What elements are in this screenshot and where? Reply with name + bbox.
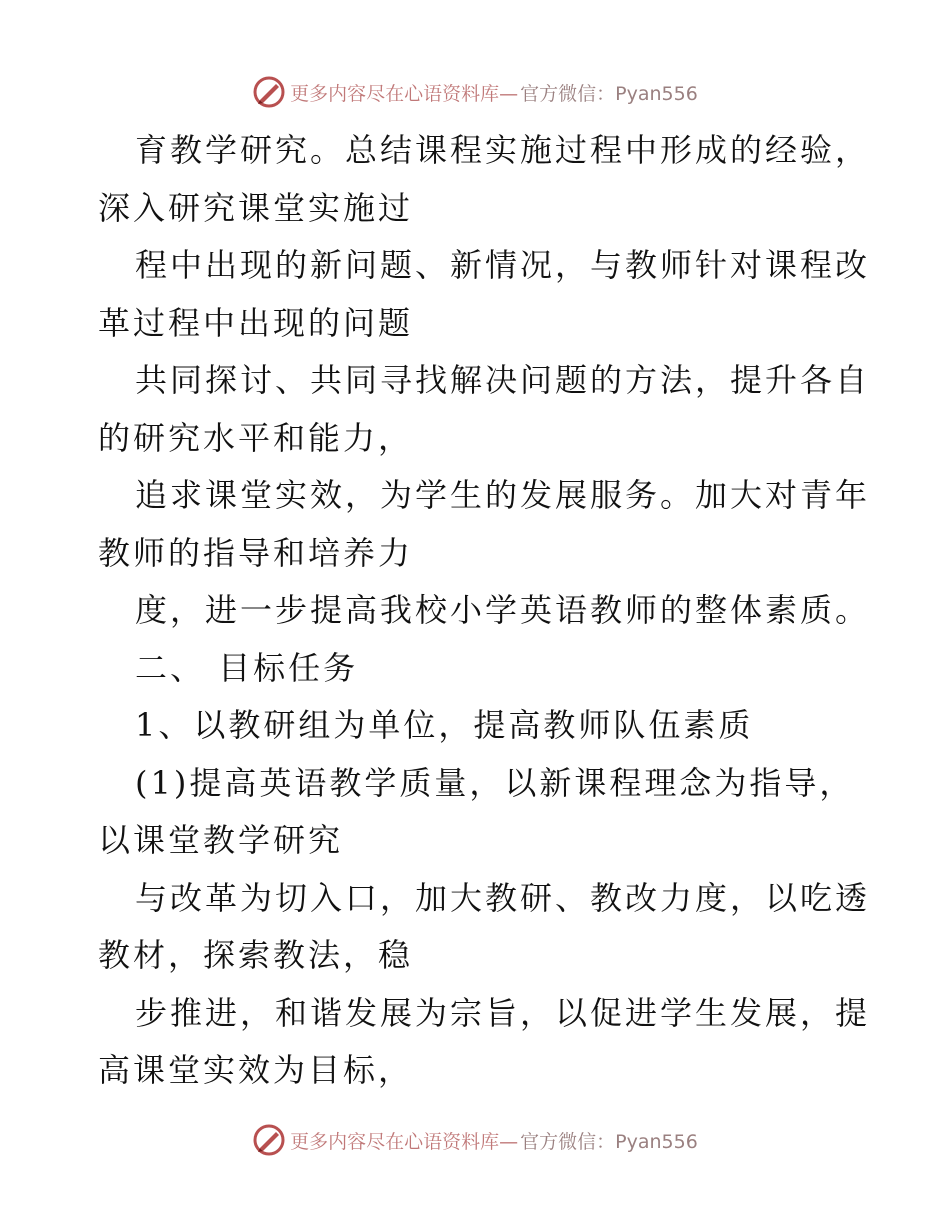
text-line: 的研究水平和能力， [98,418,414,457]
text-line: 追求课堂实效，为学生的发展服务。加大对青年 [135,476,871,514]
text-line: 1、以教研组为单位，提高教师队伍素质 [135,706,754,744]
text-line: 步推进，和谐发展为宗旨，以促进学生发展，提 [135,993,871,1032]
footer-watermark [0,1120,950,1160]
section-heading: 二、 目标任务 [135,648,359,687]
watermark-main-text: 更多内容尽在心语资料库— [290,82,519,105]
text-line: 教师的指导和培养力 [98,533,414,572]
body-text [98,122,871,1100]
text-line: 教材，探索教法，稳 [98,936,414,974]
text-line: 高课堂实效为目标， [98,1051,414,1089]
text-line: 共同探讨、共同寻找解决问题的方法，提升各自 [135,361,871,399]
text-line: (1)提高英语教学质量，以新课程理念为指导， [135,763,855,802]
pen-logo-icon [252,1123,286,1157]
text-line: 深入研究课堂实施过 [98,188,414,227]
text-line: 以课堂教学研究 [98,821,344,859]
watermark-main-text: 更多内容尽在心语资料库— [290,1130,519,1153]
text-line: 育教学研究。总结课程实施过程中形成的经验， [135,131,871,169]
text-line: 与改革为切入口，加大教研、教改力度，以吃透 [135,878,871,917]
pen-logo-icon [252,75,286,109]
header-watermark [0,72,950,112]
text-line: 度，进一步提高我校小学英语教师的整体素质。 [135,591,871,629]
text-line: 程中出现的新问题、新情况，与教师针对课程改 [135,246,871,284]
text-line: 革过程中出现的问题 [98,303,414,342]
watermark-wechat-text: 官方微信：Pyan556 [520,1130,698,1153]
watermark-wechat-text: 官方微信：Pyan556 [520,82,698,105]
